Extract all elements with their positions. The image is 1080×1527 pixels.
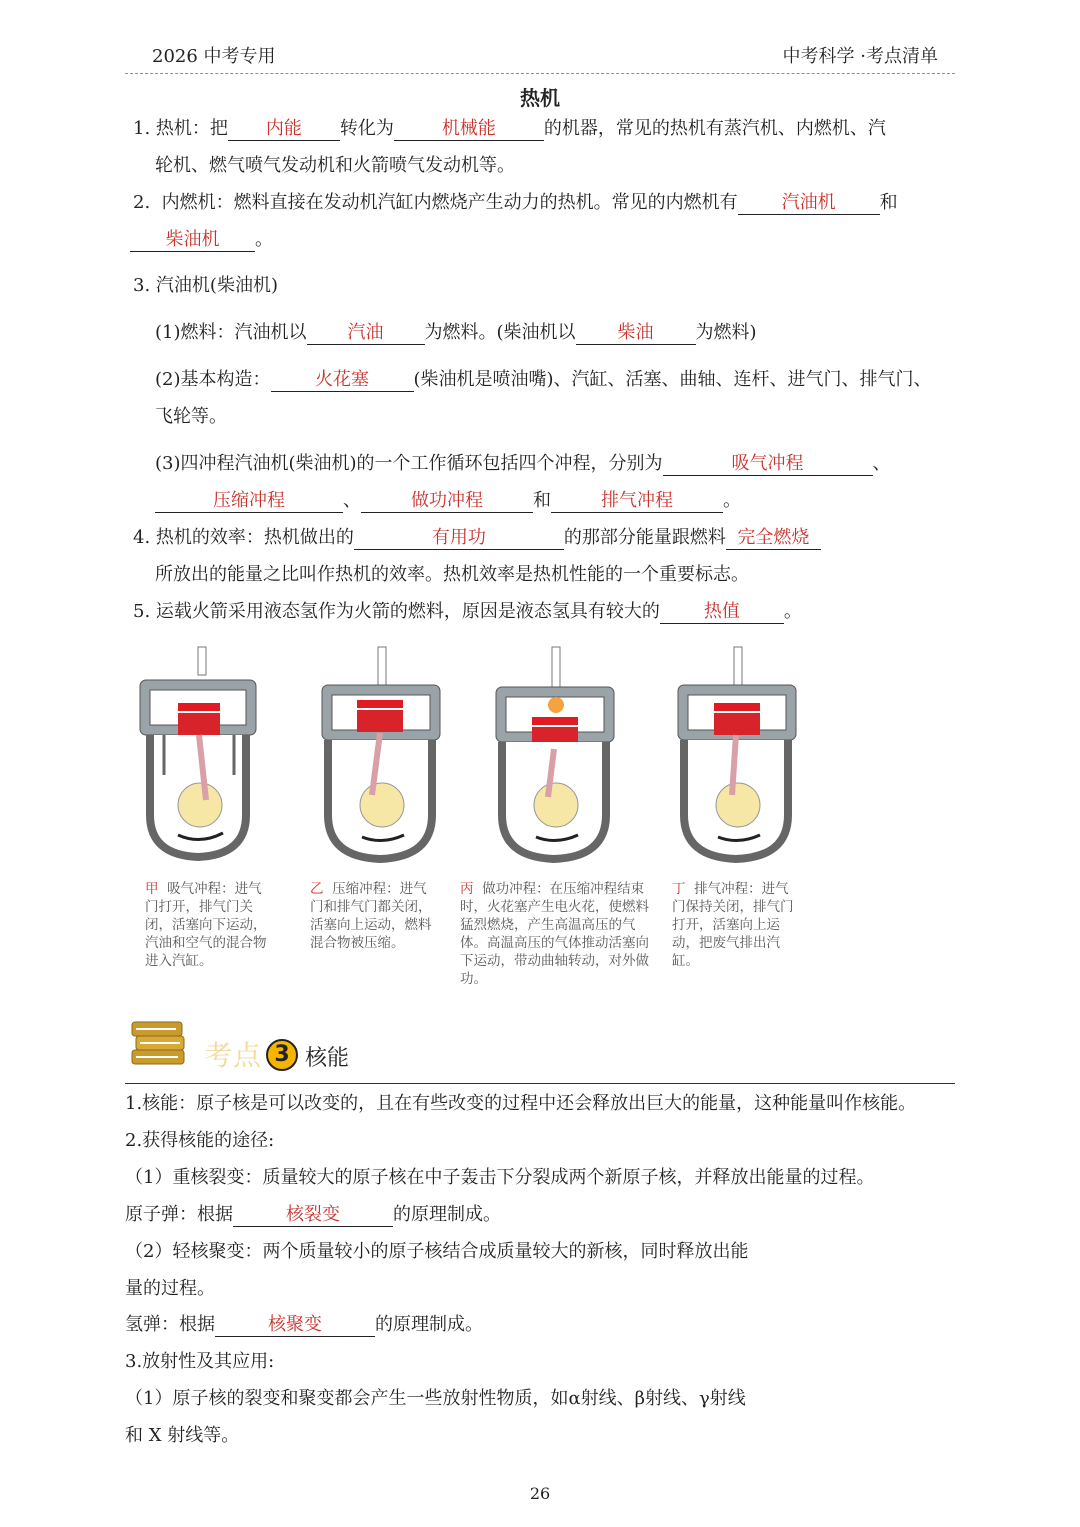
kaodian-label: 考点 xyxy=(204,1039,263,1072)
text: 的机器，常见的热机有蒸汽机、内燃机、汽 xyxy=(543,118,886,139)
item-number: 3. xyxy=(133,275,151,296)
nuclear-line-10: 和 X 射线等。 xyxy=(125,1425,240,1446)
answer-blank: 汽油 xyxy=(307,322,425,345)
text: 、 xyxy=(343,490,361,511)
text: 和 xyxy=(879,192,898,213)
text: 运载火箭采用液态氢作为火箭的燃料，原因是液态氢具有较大的 xyxy=(155,601,660,622)
answer-blank: 做功冲程 xyxy=(361,490,533,513)
answer-blank: 内能 xyxy=(228,118,340,141)
item-4-line-1 xyxy=(133,526,821,550)
engine-diagram-power xyxy=(490,645,630,865)
text: 热机的效率：热机做出的 xyxy=(155,527,354,548)
item-number: 4. xyxy=(133,527,151,548)
nuclear-line-5: （2）轻核聚变：两个质量较小的原子核结合成质量较大的新核，同时释放出能 xyxy=(125,1241,749,1262)
header-divider xyxy=(125,73,955,74)
engine-caption-power: 丙 做功冲程：在压缩冲程结束时，火花塞产生电火花，使燃料猛烈燃烧，产生高温高压的气体。高温高压的气体推动活塞向下运动，带动曲轴转动，对外做功。 xyxy=(460,881,649,987)
text: (2)基本构造： xyxy=(155,369,271,390)
engine-caption-exhaust: 丁 排气冲程：进气门保持关闭，排气门打开，活塞向上运动，把废气排出汽缸。 xyxy=(672,881,794,969)
text: 热机：把 xyxy=(155,118,228,139)
text: 。 xyxy=(255,229,273,250)
engine-caption-intake: 甲 吸气冲程：进气门打开，排气门关闭，活塞向下运动，汽油和空气的混合物进入汽缸。 xyxy=(145,881,267,969)
text: (3)四冲程汽油机(柴油机)的一个工作循环包括四个冲程，分别为 xyxy=(155,453,663,474)
nuclear-line-3: （1）重核裂变：质量较大的原子核在中子轰击下分裂成两个新原子核，并释放出能量的过程。 xyxy=(125,1167,875,1188)
item-3-3-line-1 xyxy=(155,452,891,476)
answer-blank: 核裂变 xyxy=(233,1204,393,1227)
text: 为燃料。(柴油机以 xyxy=(424,322,576,343)
books-icon xyxy=(128,1012,188,1070)
engine-diagram-intake xyxy=(128,645,268,865)
item-number: 1. xyxy=(133,118,151,139)
nuclear-line-1: 1.核能：原子核是可以改变的，且在有些改变的过程中还会释放出巨大的能量，这种能量叫作核能。 xyxy=(125,1093,917,1114)
answer-blank: 机械能 xyxy=(394,118,544,141)
answer-blank: 火花塞 xyxy=(271,369,414,392)
page-number: 26 xyxy=(529,1484,551,1503)
text: 汽油机(柴油机) xyxy=(155,275,278,296)
item-3-2-cont: 飞轮等。 xyxy=(155,406,227,427)
nuclear-line-2: 2.获得核能的途径: xyxy=(125,1130,275,1151)
item-2-line-2 xyxy=(130,228,273,252)
item-1-line-2: 轮机、燃气喷气发动机和火箭喷气发动机等。 xyxy=(155,155,515,176)
text: 转化为 xyxy=(339,118,394,139)
item-3-head xyxy=(133,274,278,298)
text: 为燃料) xyxy=(695,322,757,343)
answer-blank: 排气冲程 xyxy=(551,490,723,513)
section-divider xyxy=(125,1083,955,1084)
answer-blank: 有用功 xyxy=(354,527,564,550)
nuclear-line-9: （1）原子核的裂变和聚变都会产生一些放射性物质，如α射线、β射线、γ射线 xyxy=(125,1388,746,1409)
text: 内燃机：燃料直接在发动机汽缸内燃烧产生动力的热机。常见的内燃机有 xyxy=(161,192,738,213)
nuclear-line-4: 原子弹：根据 核裂变 的原理制成。 xyxy=(125,1204,501,1225)
answer-blank: 压缩冲程 xyxy=(155,490,343,513)
text: 。 xyxy=(723,490,741,511)
text: 。 xyxy=(783,601,802,622)
answer-blank: 完全燃烧 xyxy=(726,527,821,550)
item-1-line-1 xyxy=(133,117,886,141)
kaodian-number-badge: 3 xyxy=(266,1039,298,1071)
text: 的那部分能量跟燃料 xyxy=(563,527,726,548)
text: (1)燃料：汽油机以 xyxy=(155,322,307,343)
text: 、 xyxy=(872,453,891,474)
engine-caption-compression: 乙 压缩冲程：进气门和排气门都关闭，活塞向上运动，燃料混合物被压缩。 xyxy=(310,881,432,951)
kaodian-title: 核能 xyxy=(305,1046,350,1071)
nuclear-line-8: 3.放射性及其应用: xyxy=(125,1351,275,1372)
text: 和 xyxy=(533,490,551,511)
item-3-1 xyxy=(155,321,757,345)
item-5 xyxy=(133,600,802,624)
nuclear-line-6: 量的过程。 xyxy=(125,1278,215,1299)
answer-blank: 热值 xyxy=(660,601,784,624)
item-number: 5. xyxy=(133,601,151,622)
item-4-line-2: 所放出的能量之比叫作热机的效率。热机效率是热机性能的一个重要标志。 xyxy=(155,564,749,585)
header-right: 中考科学 ·考点清单 xyxy=(782,46,938,67)
answer-blank: 吸气冲程 xyxy=(663,453,873,476)
engine-diagram-exhaust xyxy=(672,645,812,865)
answer-blank: 核聚变 xyxy=(215,1314,375,1337)
header-left: 2026 中考专用 xyxy=(152,46,276,67)
engine-diagram-compression xyxy=(312,645,452,865)
answer-blank: 柴油机 xyxy=(130,229,255,252)
nuclear-line-7: 氢弹：根据 核聚变 的原理制成。 xyxy=(125,1314,483,1335)
item-3-3-line-2 xyxy=(155,489,741,513)
item-3-2 xyxy=(155,368,932,392)
answer-blank: 柴油 xyxy=(576,322,696,345)
item-2-line-1 xyxy=(133,191,898,215)
item-number: 2. xyxy=(133,192,151,213)
answer-blank: 汽油机 xyxy=(738,192,880,215)
page-title: 热机 xyxy=(520,86,560,110)
text: (柴油机是喷油嘴)、汽缸、活塞、曲轴、连杆、进气门、排气门、 xyxy=(413,369,932,390)
